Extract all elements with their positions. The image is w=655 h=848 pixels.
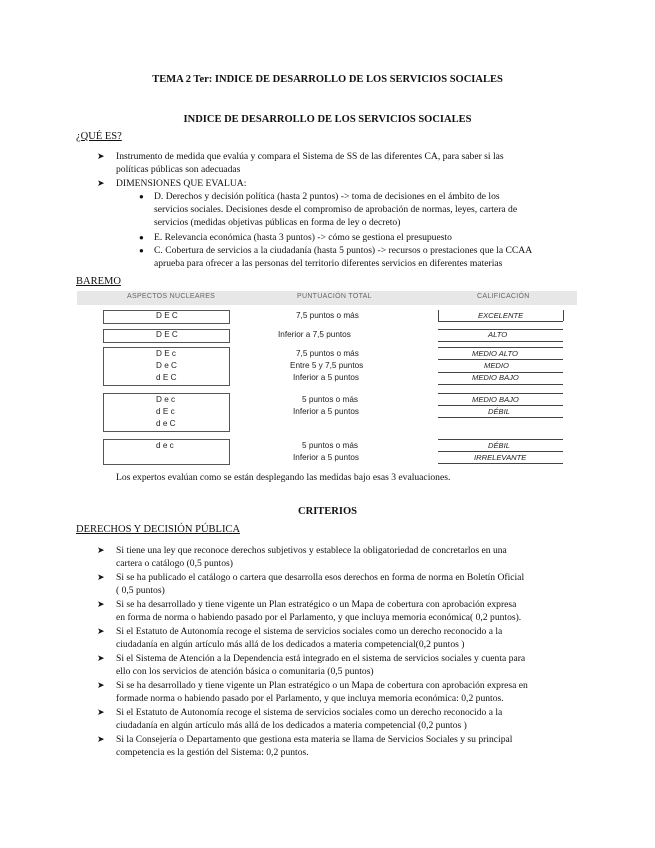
score-label: 5 puntos o más (302, 395, 358, 404)
calification-line (438, 463, 563, 464)
criterio-line: competencia es la gestión del Sistema: 0,2 puntos. (116, 747, 309, 758)
bullet-line: DIMENSIONES QUE EVALUA: (116, 178, 247, 189)
sub-bullet-line: servicios sociales. Decisiones desde el compromiso de aprobación de normas, leyes, cartera de (154, 204, 518, 215)
criterio-line: Si el Sistema de Atención a la Dependencia está integrado en el sistema de servicios sociales y cuenta para (116, 653, 526, 664)
header-calificacion: CALIFICACIÓN (477, 293, 530, 300)
criterio-line: ello con los servicios de atención básica o comunitaria (0,5 puntos) (116, 666, 374, 677)
baremo-heading: BAREMO (76, 276, 121, 287)
score-label: Inferior a 5 puntos (293, 453, 359, 462)
calification-line (438, 329, 563, 330)
score-label: Entre 5 y 7,5 puntos (290, 361, 364, 370)
calification-label: MEDIO ALTO (472, 349, 518, 358)
arrow-bullet-icon: ➤ (97, 653, 105, 663)
calification-label: IRRELEVANTE (474, 453, 527, 462)
criterio-line: ciudadanía en algún artículo más allá de los dedicados a materia competencial(0,2 puntos ) (116, 639, 465, 650)
section-title: INDICE DE DESARROLLO DE LOS SERVICIOS SOCIALES (183, 114, 472, 125)
calification-label: MEDIO BAJO (472, 373, 519, 382)
baremo-header-row (77, 291, 577, 305)
arrow-bullet-icon: ➤ (97, 680, 105, 690)
sub-bullet-line: C. Cobertura de servicios a la ciudadanía (hasta 5 puntos) -> recursos o prestaciones que la CCAA (154, 245, 533, 256)
calification-line (438, 347, 563, 348)
criterio-line: Si el Estatuto de Autonomía recoge el sistema de servicios sociales como un derecho reconocido a la (116, 626, 503, 637)
criterio-line: Si se ha publicado el catálogo o cartera que desarrolla esos derechos en forma de norma en Boletín Oficial (116, 572, 525, 583)
calification-line (438, 321, 563, 322)
sub-bullet-line: E. Relevancia económica (hasta 3 puntos) -> cómo se gestiona el presupuesto (154, 232, 452, 243)
criterio-line: en forma de norma o habiendo pasado por el Parlamento, y que incluya memoria económica( 0,2 puntos). (116, 612, 522, 623)
arrow-bullet-icon: ➤ (97, 151, 105, 161)
aspect-label: D E C (156, 311, 178, 320)
bullet-line: Instrumento de medida que evalúa y compara el Sistema de SS de las diferentes CA, para saber si las (116, 151, 504, 162)
calification-line (438, 359, 563, 360)
calification-line (438, 439, 563, 440)
circle-bullet-icon: ● (139, 192, 144, 201)
score-label: Inferior a 5 puntos (293, 407, 359, 416)
calification-line (438, 372, 563, 373)
calification-line (438, 341, 563, 342)
aspect-label: d e C (156, 419, 176, 428)
criterio-line: ( 0,5 puntos) (116, 585, 165, 596)
arrow-bullet-icon: ➤ (97, 572, 105, 582)
aspect-label: d E c (156, 407, 175, 416)
calification-label: EXCELENTE (478, 311, 524, 320)
calification-tick (563, 310, 564, 321)
criterio-line: ciudadanía en algún artículo más allá de los dedicados a materia competencial (0,2 puntos ) (116, 720, 467, 731)
calification-label: DÉBIL (488, 407, 510, 416)
calification-label: DÉBIL (488, 441, 510, 450)
criterio-line: cartera o catálogo (0,5 puntos) (116, 558, 233, 569)
score-label: 5 puntos o más (302, 441, 358, 450)
criterio-line: formade norma o habiendo pasado por el Parlamento, y que incluya memoria económica: 0,2 puntos. (116, 693, 504, 704)
sub-bullet-line: D. Derechos y decisión política (hasta 2 puntos) -> toma de decisiones en el ámbito de los (154, 191, 500, 202)
sub-bullet-line: aprueba para ofrecer a las personas del territorio diferentes servicios en diferentes materias (154, 258, 503, 269)
calification-label: MEDIO BAJO (472, 395, 519, 404)
criterios-subtitle: DERECHOS Y DECISIÓN PÚBLICA (76, 524, 241, 535)
aspect-label: D e c (156, 395, 176, 404)
calification-line (438, 384, 563, 385)
circle-bullet-icon: ● (139, 233, 144, 242)
calification-line (438, 405, 563, 406)
score-label: Inferior a 7,5 puntos (278, 330, 351, 339)
circle-bullet-icon: ● (139, 246, 144, 255)
aspect-label: D e C (156, 361, 177, 370)
sub-bullet-line: servicios (medidas objetivas públicas en forma de ley o decreto) (154, 217, 401, 228)
score-label: Inferior a 5 puntos (293, 373, 359, 382)
score-label: 7,5 puntos o más (296, 311, 359, 320)
aspect-label: D E c (156, 349, 177, 358)
calification-line (438, 451, 563, 452)
criterio-line: Si la Consejería o Departamento que gestiona esta materia se llama de Servicios Sociales y su principal (116, 734, 513, 745)
criterios-title: CRITERIOS (298, 506, 357, 517)
calification-line (438, 417, 563, 418)
que-es-heading: ¿QUÉ ES? (76, 131, 122, 142)
header-aspectos: ASPECTOS NUCLEARES (127, 293, 216, 300)
calification-label: ALTO (488, 330, 508, 339)
criterio-line: Si se ha desarrollado y tiene vigente un Plan estratégico o un Mapa de cobertura con aprobación expresa (116, 599, 517, 610)
criterio-line: Si el Estatuto de Autonomía recoge el sistema de servicios sociales como un derecho reconocido a la (116, 707, 503, 718)
header-puntuacion: PUNTUACIÓN TOTAL (297, 293, 372, 300)
calification-tick (438, 310, 439, 321)
baremo-note: Los expertos evalúan como se están desplegando las medidas bajo esas 3 evaluaciones. (116, 472, 451, 483)
arrow-bullet-icon: ➤ (97, 707, 105, 717)
bullet-line: políticas públicas son adecuadas (116, 164, 241, 175)
arrow-bullet-icon: ➤ (97, 545, 105, 555)
score-label: 7,5 puntos o más (296, 349, 359, 358)
arrow-bullet-icon: ➤ (97, 626, 105, 636)
criterio-line: Si se ha desarrollado y tiene vigente un Plan estratégico o un Mapa de cobertura con aprobación expresa en (116, 680, 528, 691)
arrow-bullet-icon: ➤ (97, 178, 105, 188)
calification-label: MEDIO (484, 361, 509, 370)
arrow-bullet-icon: ➤ (97, 599, 105, 609)
criterio-line: Si tiene una ley que reconoce derechos subjetivos y establece la obligatoriedad de concretarlos en una (116, 545, 507, 556)
calification-line (438, 393, 563, 394)
aspect-label: d E C (156, 373, 177, 382)
aspect-label: D E C (156, 330, 178, 339)
document-title: TEMA 2 Ter: INDICE DE DESARROLLO DE LOS SERVICIOS SOCIALES (152, 74, 503, 85)
arrow-bullet-icon: ➤ (97, 734, 105, 744)
aspect-label: d e c (156, 441, 174, 450)
